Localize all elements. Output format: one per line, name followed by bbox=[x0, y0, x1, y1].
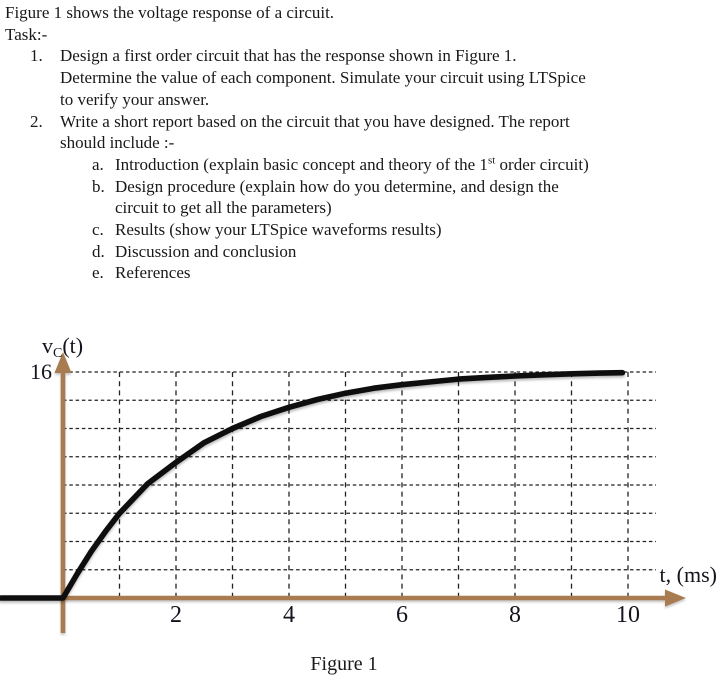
text-line: Discussion and conclusion bbox=[115, 241, 297, 261]
list-marker: a. bbox=[92, 154, 104, 174]
x-tick-label: 10 bbox=[616, 602, 640, 628]
y-label-post: (t) bbox=[62, 333, 84, 358]
text-line: Design a first order circuit that has the response shown in Figure 1. bbox=[60, 46, 517, 66]
document-text bbox=[5, 2, 717, 284]
report-item-d bbox=[5, 241, 717, 263]
x-axis-arrowhead bbox=[665, 590, 686, 607]
y-tick-label: 16 bbox=[30, 359, 52, 384]
chart-axes bbox=[55, 352, 687, 633]
superscript-st: st bbox=[487, 154, 496, 167]
list-item-text bbox=[60, 111, 717, 154]
y-axis-label bbox=[42, 333, 83, 361]
figure-caption: Figure 1 bbox=[310, 653, 378, 675]
text-line: Write a short report based on the circuit that you have designed. The report bbox=[60, 111, 570, 131]
list-item-text bbox=[115, 262, 717, 284]
list-marker: e. bbox=[92, 263, 104, 283]
y-label-pre: v bbox=[42, 333, 53, 358]
list-item-text bbox=[115, 219, 717, 241]
text-line: to verify your answer. bbox=[60, 89, 210, 109]
x-tick-label: 4 bbox=[283, 602, 295, 628]
list-item-text bbox=[115, 154, 717, 176]
y-label-subscript: C bbox=[53, 346, 63, 361]
text-line: Results (show your LTSpice waveforms results) bbox=[115, 220, 442, 240]
report-item-b bbox=[5, 176, 717, 219]
text-line: References bbox=[115, 263, 191, 283]
intro-line: Figure 1 shows the voltage response of a circuit. bbox=[5, 3, 335, 22]
x-tick-label: 2 bbox=[170, 602, 182, 628]
list-marker: c. bbox=[92, 220, 104, 240]
task-item-1 bbox=[5, 45, 717, 110]
list-marker: b. bbox=[92, 176, 105, 196]
figure1-chart bbox=[0, 325, 720, 655]
list-item-text bbox=[60, 45, 717, 110]
text-line: circuit to get all the parameters) bbox=[115, 198, 332, 218]
text-line bbox=[115, 154, 717, 176]
chart-tick-labels bbox=[30, 359, 640, 628]
chart-grid bbox=[63, 372, 656, 598]
list-marker: 2. bbox=[30, 111, 43, 131]
task-heading: Task:- bbox=[5, 24, 48, 44]
report-item-e bbox=[5, 262, 717, 284]
report-item-a bbox=[5, 154, 717, 176]
list-item-text bbox=[115, 176, 717, 219]
list-item-text bbox=[115, 241, 717, 263]
text-line: should include :- bbox=[60, 133, 175, 153]
x-tick-label: 8 bbox=[509, 602, 521, 628]
x-axis-label: t, (ms) bbox=[659, 562, 717, 587]
text-segment: Introduction (explain basic concept and theory of the 1 bbox=[115, 154, 488, 174]
list-marker: d. bbox=[92, 241, 105, 261]
report-item-c bbox=[5, 219, 717, 241]
x-tick-label: 6 bbox=[396, 602, 408, 628]
task-item-2 bbox=[5, 111, 717, 154]
text-line: Determine the value of each component. Simulate your circuit using LTSpice bbox=[60, 68, 586, 88]
text-line: Design procedure (explain how do you determine, and design the bbox=[115, 176, 559, 196]
list-marker: 1. bbox=[30, 46, 43, 66]
text-segment: order circuit) bbox=[495, 154, 589, 174]
